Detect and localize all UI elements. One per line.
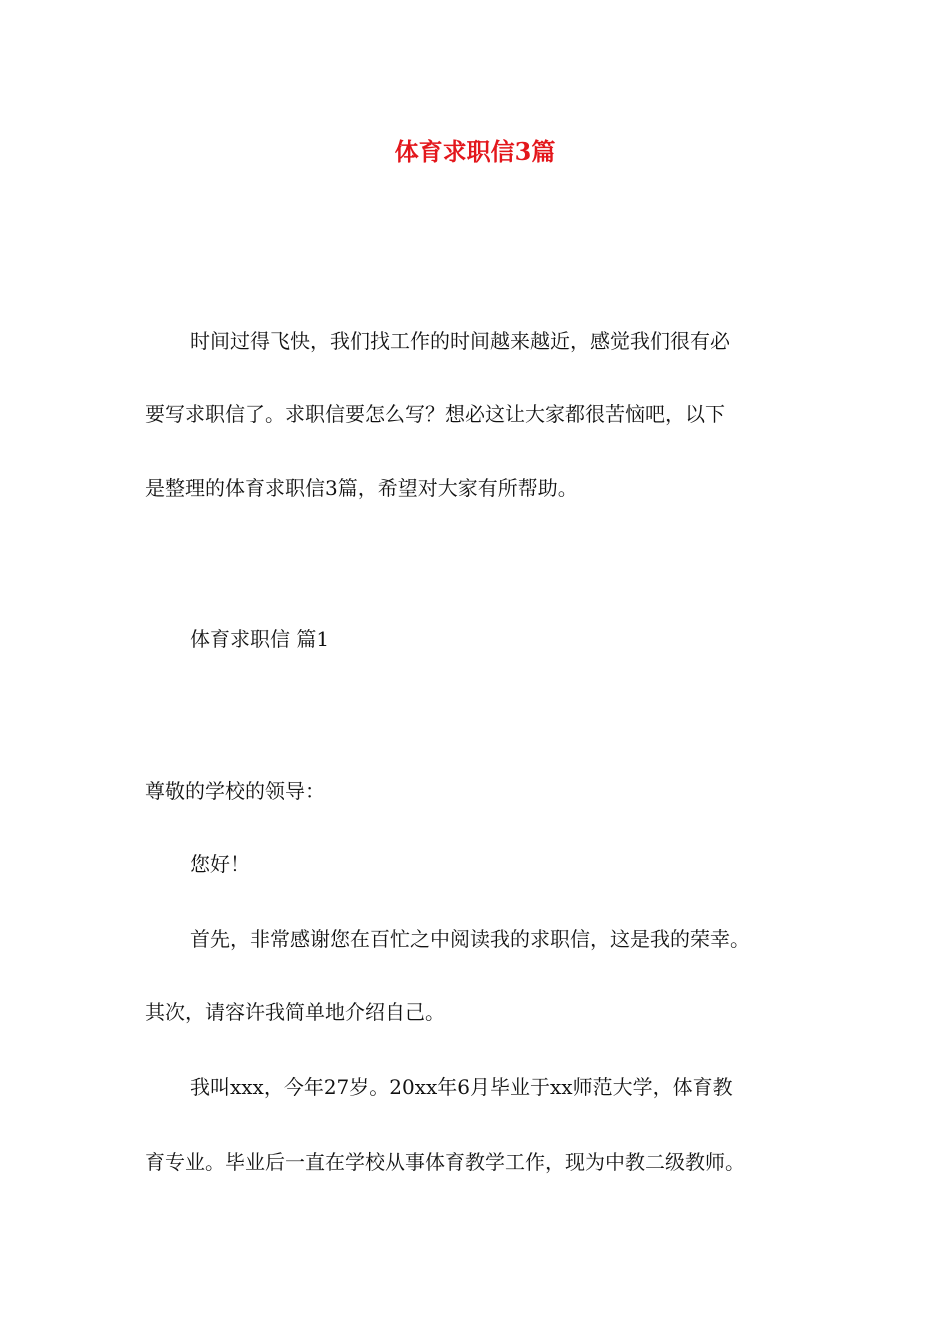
salutation: 尊敬的学校的领导：	[145, 779, 325, 803]
intro-line-2: 要写求职信了。求职信要怎么写？想必这让大家都很苦恼吧，以下	[145, 402, 725, 426]
paragraph2-line-2: 育专业。毕业后一直在学校从事体育教学工作，现为中教二级教师。	[145, 1150, 745, 1174]
intro-line-1: 时间过得飞快，我们找工作的时间越来越近，感觉我们很有必	[190, 329, 730, 353]
paragraph1-line-2: 其次，请容许我简单地介绍自己。	[145, 1000, 445, 1024]
paragraph1-line-1: 首先，非常感谢您在百忙之中阅读我的求职信，这是我的荣幸。	[190, 927, 750, 951]
paragraph2-line-1: 我叫xxx，今年27岁。20xx年6月毕业于xx师范大学，体育教	[190, 1075, 733, 1099]
intro-line-3: 是整理的体育求职信3篇，希望对大家有所帮助。	[145, 476, 578, 500]
greeting: 您好！	[190, 852, 250, 876]
document-title: 体育求职信3篇	[394, 137, 556, 166]
section-heading: 体育求职信 篇1	[190, 627, 330, 651]
